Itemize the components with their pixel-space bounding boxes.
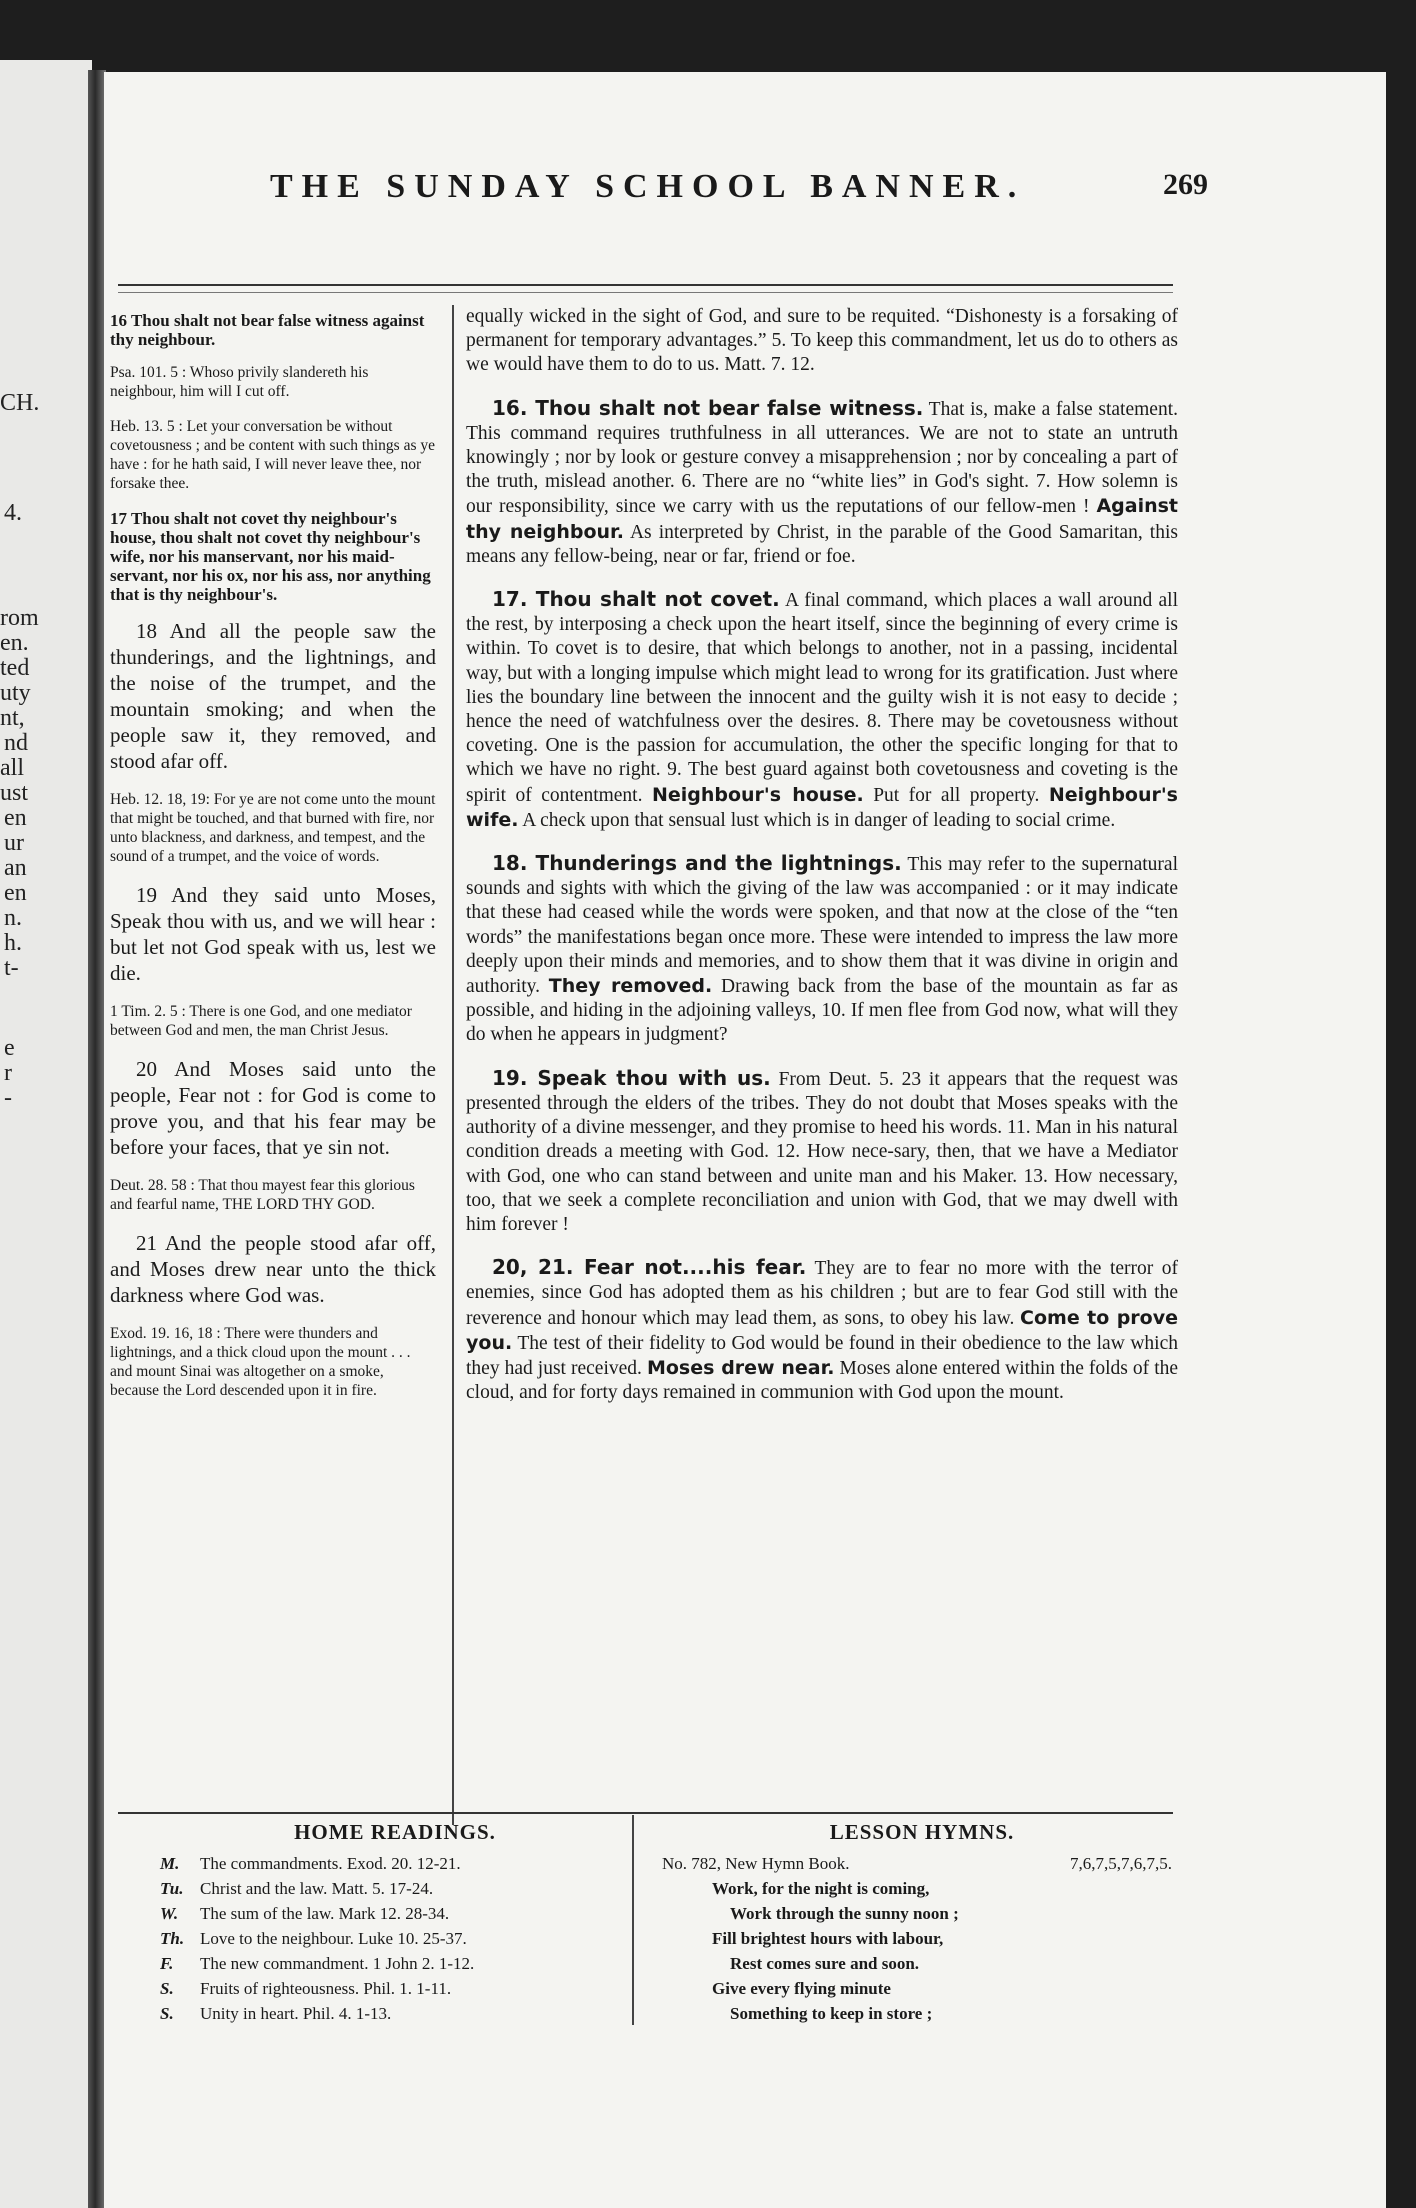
scripture-verse: 21 And the people stood afar off, and Moses drew near unto the thick darkness where God was.: [110, 1231, 436, 1307]
facing-page-fragment: n.: [4, 905, 22, 931]
scripture-verse: 17 Thou shalt not covet thy neighbour's house, thou shalt not covet thy neighbour's wife, nor his manservant, nor his maid-servant, nor his ox, nor his ass, nor anything that is thy neighbour's.: [110, 509, 431, 604]
commentary-keyword: 17. Thou shalt not covet.: [492, 587, 780, 612]
facing-page-fragment: rom: [0, 605, 39, 631]
commentary-text: From Deut. 5. 23 it appears that the request was presented through the elders of the tribes. They do not doubt that Moses speaks with the authority of a divine messenger, and they promise to heed his words. 11. Man in his natural condition dreads a meeting with God. 12. How nece-sary, then, that we have a Mediator with God, one who can stand between and unite man and his Maker. 13. How necessary, too, that we seek a complete reconciliation and union with God, that we may dwell with him forever !: [466, 1068, 1179, 1235]
commentary-text: That is, make a false statement. This command requires truthfulness in all utterances. We are not to state an untruth knowingly ; nor by look or gesture convey a misapprehension ; nor by concealing a part of the truth, mislead another. 6. There are no “white lies” in God's sight. 7. How solemn is our responsibility, since we carry with us the reputations of our fellow-men !: [466, 398, 1178, 518]
hymn-line: Give every flying minute: [712, 1979, 891, 1998]
commentary-text: A final command, which places a wall around all the rest, by interposing a check upon the heart itself, since the beginning of every crime is within. To covet is to desire, that which belongs to another, not in a passing, incidental way, but with a longing impulse which might lead to wrong for its gratification. Just where lies the boundary line between the innocent and the guilty wish it is not easy to decide ; hence the need of watchfulness over the desires. 8. There may be covetousness without coveting. One is the passion for accumulation, the other the specific longing for that to which we have no right. 9. The best guard against both covetousness and coveting is the spirit of contentment.: [466, 590, 1178, 806]
commentary-keyword: They removed.: [548, 975, 713, 998]
column-divider: [452, 305, 454, 1825]
commentary-text: This may refer to the supernatural sounds and sights with which the giving of the law was accompanied : or it may indicate that these had ceased while the words were spoken, and that now at the close of the “ten words” the manifestations began once more. These were intended to impress the law more deeply upon their minds and memories, and to show them that it was divine in origin and authority.: [466, 854, 1178, 998]
facing-page-fragment: 4.: [4, 500, 22, 526]
reading-text: Unity in heart. Phil. 4. 1-13.: [200, 2004, 392, 2023]
commentary-paragraph: [466, 305, 1178, 378]
hymn-line: Fill brightest hours with labour,: [712, 1929, 944, 1948]
reading-item: [160, 1851, 630, 1876]
hymn-heading: [662, 1851, 1182, 1876]
commentary-keyword: Neighbour's house.: [651, 783, 864, 806]
reading-day: F.: [160, 1954, 174, 1973]
facing-page-fragment: r: [4, 1060, 12, 1086]
scripture-column: [110, 305, 436, 1416]
facing-page-fragment: ted: [0, 655, 30, 681]
reading-text: Fruits of righteousness. Phil. 1. 1-11.: [200, 1979, 452, 1998]
commentary-keyword: 18. Thunderings and the lightnings.: [492, 851, 902, 876]
scripture-verse: 19 And they said unto Moses, Speak thou with us, and we will hear : but let not God speak with us, lest we die.: [110, 883, 436, 985]
facing-page-edge: [0, 60, 92, 2208]
facing-page-fragment: nd: [4, 730, 28, 756]
reading-day: S.: [160, 2004, 174, 2023]
cross-reference: Deut. 28. 58 : That thou mayest fear this glorious and fearful name, THE LORD THY GOD.: [110, 1177, 415, 1213]
cross-reference: Heb. 12. 18, 19: For ye are not come unto the mount that might be touched, and that burned with fire, nor unto blackness, and darkness, and tempest, and the sound of a trumpet, and the voice of words.: [110, 791, 436, 865]
facing-page-fragment: ur: [4, 830, 24, 856]
commentary-paragraph: [466, 851, 1178, 1048]
scripture-verse: 20 And Moses said unto the people, Fear not : for God is come to prove you, and that his fear may be before your faces, that ye sin not.: [110, 1057, 436, 1159]
hymn-line: Work, for the night is coming,: [712, 1879, 930, 1898]
commentary-paragraph: [466, 396, 1178, 569]
hymn-number: No. 782, New Hymn Book.: [662, 1854, 850, 1873]
readings-list: [160, 1851, 630, 2026]
commentary-text: The test of their fidelity to God would be found in their obedience to the law which they had just received.: [466, 1332, 1178, 1379]
cross-reference: Heb. 13. 5 : Let your conversation be without covetousness ; and be content with such things as ye have : for he hath said, I will never leave thee, nor forsake thee.: [110, 418, 436, 492]
facing-page-fragment: t-: [4, 955, 19, 981]
reading-day: W.: [160, 1904, 179, 1923]
reading-text: Christ and the law. Matt. 5. 17-24.: [200, 1879, 434, 1898]
facing-page-fragment: en: [4, 805, 27, 831]
hymn-meter: 7,6,7,5,7,6,7,5.: [1070, 1854, 1172, 1873]
facing-page-fragment: -: [4, 1085, 12, 1111]
facing-page-fragment: all: [0, 755, 24, 781]
reading-item: [160, 1951, 630, 1976]
header-rule-thin: [118, 292, 1173, 293]
home-readings-title: HOME READINGS.: [294, 1820, 496, 1844]
running-head: [168, 160, 1208, 210]
hymn-lines: [662, 1876, 1182, 2026]
commentary-paragraph: [466, 1066, 1178, 1237]
reading-day: S.: [160, 1979, 174, 1998]
facing-page-fragment: CH.: [0, 390, 40, 416]
commentary-keyword: Against thy neighbour.: [466, 495, 1178, 543]
reading-text: The new commandment. 1 John 2. 1-12.: [200, 1954, 475, 1973]
commentary-text: Put for all property.: [863, 784, 1049, 806]
commentary-keyword: 16. Thou shalt not bear false witness.: [492, 395, 924, 420]
commentary-keyword: Neighbour's wife.: [466, 783, 1178, 831]
commentary-keyword: Moses drew near.: [646, 1356, 835, 1379]
reading-text: The commandments. Exod. 20. 12-21.: [200, 1854, 461, 1873]
hymn-line: Rest comes sure and soon.: [730, 1954, 920, 1973]
facing-page-fragment: an: [4, 855, 27, 881]
hymn-line: Something to keep in store ;: [730, 2004, 933, 2023]
facing-page-fragment: ust: [0, 780, 29, 806]
hymn-line: Work through the sunny noon ;: [730, 1904, 959, 1923]
commentary-text: A check upon that sensual lust which is in danger of leading to social crime.: [518, 809, 1116, 831]
facing-page-fragment: nt,: [0, 705, 25, 731]
home-readings: [160, 1820, 630, 2026]
scripture-verse: 18 And all the people saw the thunderings, and the lightnings, and the noise of the trumpet, and the mountain smoking; and when the people saw it, they removed, and stood afar off.: [110, 619, 436, 773]
reading-item: [160, 2001, 630, 2026]
reading-item: [160, 1901, 630, 1926]
page-title: THE SUNDAY SCHOOL BANNER.: [270, 168, 1026, 205]
reading-day: M.: [160, 1854, 180, 1873]
commentary-keyword: 19. Speak thou with us.: [492, 1065, 771, 1090]
commentary-keyword: Come to prove you.: [466, 1306, 1178, 1354]
facing-page-fragment: en: [4, 880, 27, 906]
reading-item: [160, 1976, 630, 2001]
commentary-column: [466, 305, 1178, 1423]
cross-reference: 1 Tim. 2. 5 : There is one God, and one mediator between God and men, the man Christ Jesus.: [110, 1003, 412, 1039]
reading-item: [160, 1926, 630, 1951]
page-number: 269: [1163, 168, 1208, 201]
reading-text: Love to the neighbour. Luke 10. 25-37.: [200, 1929, 467, 1948]
commentary-text: As interpreted by Christ, in the parable of the Good Samaritan, this means any fellow-being, near or far, friend or foe.: [466, 521, 1178, 567]
header-rule: [118, 284, 1173, 286]
commentary-text: They are to fear no more with the terror of enemies, since God has adopted them as his children ; but are to fear God still with the reverence and honour which may lead them, as sons, to obey his law.: [466, 1258, 1178, 1329]
facing-page-fragment: en.: [0, 630, 29, 656]
scripture-verse: 16 Thou shalt not bear false witness against thy neighbour.: [110, 311, 425, 349]
cross-reference: Psa. 101. 5 : Whoso privily slandereth his neighbour, him will I cut off.: [110, 364, 369, 400]
reading-day: Th.: [160, 1929, 185, 1948]
commentary-paragraph: [466, 587, 1178, 833]
reading-text: The sum of the law. Mark 12. 28-34.: [200, 1904, 450, 1923]
lesson-hymns-title: LESSON HYMNS.: [829, 1820, 1015, 1844]
box-divider: [632, 1815, 634, 2025]
footer-rule: [118, 1812, 1173, 1814]
commentary-text: equally wicked in the sight of God, and sure to be requited. “Dishonesty is a forsaking of permanent for temporary advantages.” 5. To keep this commandment, let us do to others as we would have them to do to us. Matt. 7. 12.: [466, 306, 1178, 376]
facing-page-fragment: uty: [0, 680, 31, 706]
facing-page-fragment: h.: [4, 930, 22, 956]
lesson-hymns: [662, 1820, 1182, 2026]
commentary-text: Drawing back from the base of the mountain as far as possible, and hiding in the adjoining valleys, 10. If men flee from God now, what will they do when he appears in judgment?: [466, 976, 1178, 1046]
facing-page-fragment: e: [4, 1035, 15, 1061]
cross-reference: Exod. 19. 16, 18 : There were thunders and lightnings, and a thick cloud upon the mount . . . and mount Sinai was altogether on a smoke, because the Lord descended upon it in fire.: [110, 1325, 411, 1399]
reading-item: [160, 1876, 630, 1901]
commentary-text: Moses alone entered within the folds of the cloud, and for forty days remained in communion with God upon the mount.: [466, 1357, 1179, 1404]
commentary-paragraph: [466, 1255, 1178, 1405]
commentary-keyword: 20, 21. Fear not....his fear.: [492, 1255, 807, 1280]
reading-day: Tu.: [160, 1879, 184, 1898]
